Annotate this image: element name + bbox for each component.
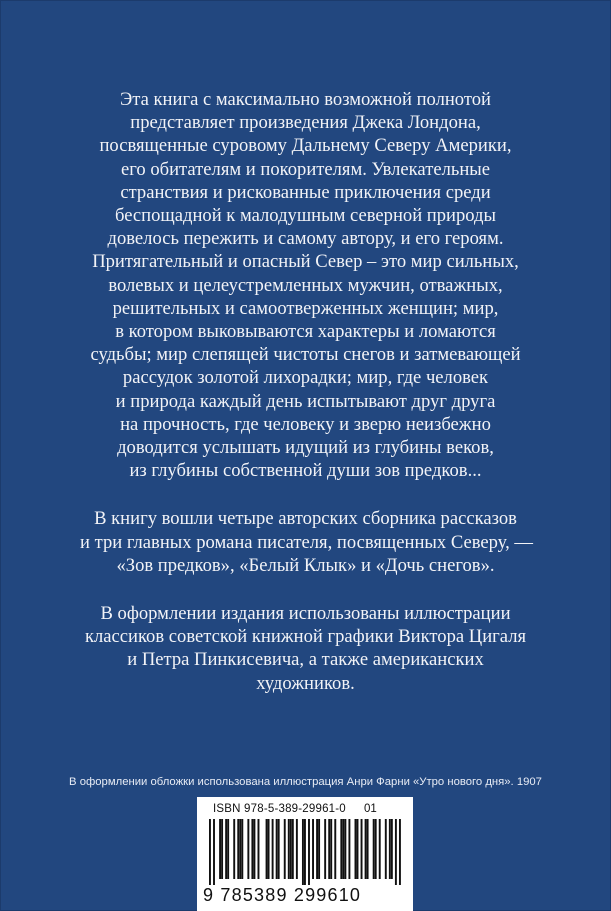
barcode-bar — [225, 819, 227, 879]
barcode-bar — [292, 819, 294, 879]
blurb-line: на прочность, где человеку и зверю неизбежно — [120, 413, 491, 435]
blurb-line: посвященные суровому Дальнему Северу Америки, — [99, 135, 512, 157]
blurb-line: и Петра Пинкисевича, а также американских — [127, 649, 484, 671]
barcode-bar — [290, 819, 292, 879]
barcode-bar — [334, 819, 336, 879]
blurb-line: решительных и самоотверженных женщин; мир, — [112, 297, 499, 319]
barcode-bar — [318, 819, 320, 879]
barcode-bar — [268, 819, 270, 879]
blurb-line: беспощадной к малодушным северной природы — [114, 205, 497, 227]
barcode-bar — [284, 819, 286, 879]
barcode-bar — [330, 819, 332, 879]
barcode-bar — [389, 819, 391, 879]
barcode-bar — [213, 819, 215, 885]
blurb-line: В оформлении издания использованы иллюстрации — [100, 603, 511, 625]
barcode-bar — [278, 819, 280, 879]
blurb-line: и три главных романа писателя, посвященных Северу, — — [80, 531, 534, 553]
barcode-bar — [355, 819, 357, 879]
barcode-bar — [391, 819, 393, 879]
barcode-bar — [288, 819, 290, 879]
blurb-line: в котором выковываются характеры и ломаются — [115, 321, 496, 343]
barcode-bar — [272, 819, 274, 879]
blurb-line: рассудок золотой лихорадки; мир, где человек — [122, 367, 489, 389]
barcode-bar — [367, 819, 369, 879]
barcode-bar — [316, 819, 318, 879]
barcode-bar — [296, 819, 298, 879]
barcode-bar — [375, 819, 377, 879]
blurb-paragraph-1 — [80, 88, 531, 482]
barcode-bar — [328, 819, 330, 879]
barcode-bar — [241, 819, 243, 879]
blurb-line: классиков советской книжной графики Виктора Цигаля — [84, 626, 527, 648]
blurb-line: из глубины собственной души зов предков... — [129, 460, 482, 482]
barcode-addon-code: 01 — [364, 803, 377, 815]
barcode-bar — [233, 819, 235, 879]
blurb-paragraph-3 — [80, 602, 531, 695]
blurb-paragraph-2 — [80, 507, 534, 577]
barcode-bar — [399, 819, 401, 885]
barcode-bar — [365, 819, 367, 879]
barcode-bar — [227, 819, 229, 879]
barcode-bars — [209, 819, 401, 885]
barcode-bar — [221, 819, 223, 879]
barcode-bar — [304, 819, 306, 885]
barcode-bar — [373, 819, 375, 879]
isbn-text: ISBN 978-5-389-29961-0 — [213, 803, 346, 815]
blurb-line: доводится услышать идущий из глубины веков, — [117, 437, 494, 459]
barcode-digits: 9 785389 299610 — [203, 885, 362, 905]
blurb-line: и природа каждый день испытывают друг друга — [115, 390, 496, 412]
barcode-bar — [340, 819, 342, 879]
blurb-line: его обитателям и покорителям. Увлекательные — [120, 158, 491, 180]
barcode-bar — [357, 819, 359, 879]
barcode-bar — [266, 819, 268, 879]
barcode-bar — [312, 819, 314, 879]
blurb-line: художников. — [256, 672, 355, 694]
blurb-line: «Зов предков», «Белый Клык» и «Дочь снегов». — [116, 554, 495, 576]
blurb-text — [80, 88, 534, 695]
barcode-bar — [379, 819, 381, 879]
blurb-line: В книгу вошли четыре авторских сборника рассказов — [94, 508, 517, 530]
blurb-line: Эта книга с максимально возможной полнотой — [119, 89, 491, 110]
barcode-bar — [251, 819, 253, 879]
barcode-bar — [219, 819, 221, 879]
blurb-line: странствия и рискованные приключения среди — [120, 181, 491, 203]
blurb-line: довелось пережить и самому автору, и его героям. — [107, 228, 504, 250]
barcode-bar — [344, 819, 346, 879]
barcode-bar — [361, 819, 363, 879]
barcode-bar — [239, 819, 241, 879]
barcode-label — [197, 797, 413, 911]
barcode-bar — [342, 819, 344, 879]
barcode-bar — [385, 819, 387, 879]
blurb-line: волевых и целеустремленных мужчин, отважных, — [108, 274, 503, 296]
cover-illustration-credit: В оформлении обложки использована иллюстрация Анри Фарни «Утро нового дня». 1907 — [69, 776, 542, 788]
barcode-bar — [302, 819, 304, 885]
barcode-bar — [308, 819, 310, 885]
barcode-bar — [253, 819, 255, 879]
blurb-line: Притягательный и опасный Север – это мир сильных, — [92, 251, 519, 273]
blurb-line: представляет произведения Джека Лондона, — [130, 112, 481, 134]
barcode-bar — [237, 819, 239, 879]
barcode-bar — [258, 819, 260, 879]
blurb-line: судьбы; мир слепящей чистоты снегов и затмевающей — [90, 344, 521, 366]
barcode-bar — [209, 819, 211, 885]
barcode-bar — [324, 819, 326, 879]
barcode-bar — [276, 819, 278, 879]
barcode-bar — [395, 819, 397, 885]
barcode-bar — [247, 819, 249, 879]
barcode-bar — [348, 819, 350, 879]
